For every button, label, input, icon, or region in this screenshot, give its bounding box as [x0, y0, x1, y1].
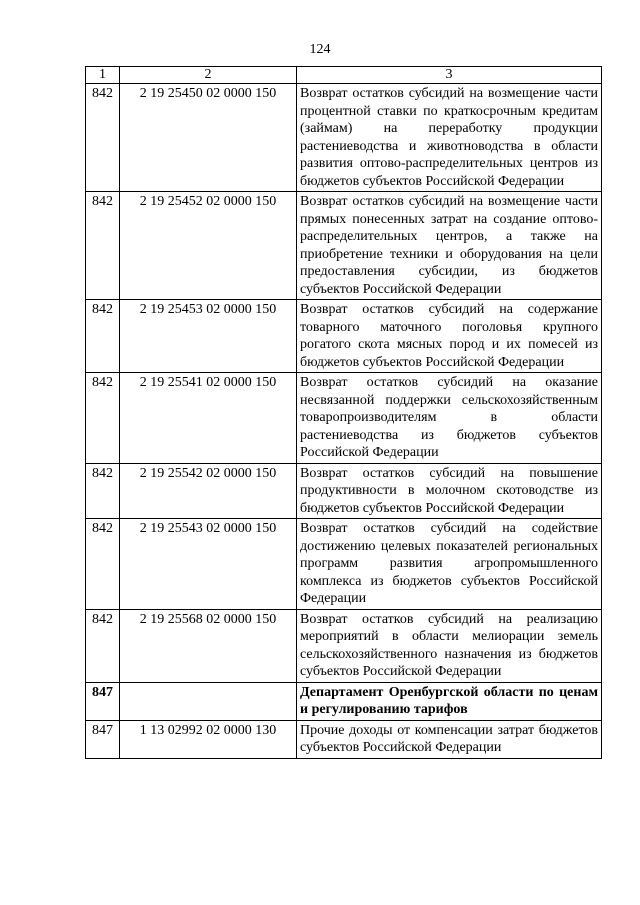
table-row	[86, 609, 602, 682]
admin-code-cell: 842	[86, 609, 120, 682]
revenue-name-cell: Возврат остатков субсидий на повышение продуктивности в молочном скотоводстве из бюджетов субъектов Российской Федерации	[297, 463, 602, 519]
revenue-name-cell: Возврат остатков субсидий на оказание несвязанной поддержки сельскохозяйственным товаропроизводителям в области растениеводства из бюджетов субъектов Российской Федерации	[297, 373, 602, 464]
admin-code-cell: 847	[86, 682, 120, 720]
revenue-code-cell: 1 13 02992 02 0000 130	[120, 720, 297, 758]
admin-code-cell: 847	[86, 720, 120, 758]
table-row	[86, 373, 602, 464]
revenue-name-cell: Прочие доходы от компенсации затрат бюджетов субъектов Российской Федерации	[297, 720, 602, 758]
column-header-2: 2	[120, 67, 297, 84]
page-number: 124	[309, 42, 331, 57]
table-row-department-heading	[86, 682, 602, 720]
table-row	[86, 720, 602, 758]
admin-code-cell: 842	[86, 192, 120, 300]
admin-code-cell: 842	[86, 463, 120, 519]
table-row	[86, 192, 602, 300]
table-row	[86, 84, 602, 192]
revenue-code-cell: 2 19 25450 02 0000 150	[120, 84, 297, 192]
revenue-code-cell: 2 19 25452 02 0000 150	[120, 192, 297, 300]
revenue-codes-table	[85, 66, 602, 759]
admin-code-cell: 842	[86, 519, 120, 610]
revenue-name-cell: Возврат остатков субсидий на реализацию мероприятий в области мелиорации земель сельскохозяйственного назначения из бюджетов субъектов Российской Федерации	[297, 609, 602, 682]
column-header-3: 3	[297, 67, 602, 84]
revenue-code-cell	[120, 682, 297, 720]
revenue-name-cell: Возврат остатков субсидий на содействие достижению целевых показателей региональных программ развития агропромышленного комплекса из бюджетов субъектов Российской Федерации	[297, 519, 602, 610]
admin-code-cell: 842	[86, 300, 120, 373]
department-name-cell: Департамент Оренбургской области по ценам и регулированию тарифов	[297, 682, 602, 720]
column-header-1: 1	[86, 67, 120, 84]
revenue-name-cell: Возврат остатков субсидий на содержание товарного маточного поголовья крупного рогатого скота мясных пород и их помесей из бюджетов субъектов Российской Федерации	[297, 300, 602, 373]
admin-code-cell: 842	[86, 84, 120, 192]
revenue-code-cell: 2 19 25568 02 0000 150	[120, 609, 297, 682]
revenue-code-cell: 2 19 25453 02 0000 150	[120, 300, 297, 373]
revenue-code-cell: 2 19 25541 02 0000 150	[120, 373, 297, 464]
revenue-name-cell: Возврат остатков субсидий на возмещение части процентной ставки по краткосрочным кредитам (займам) на переработку продукции растениеводства и животноводства в области развития оптово-распределительных центров из бюджетов субъектов Российской Федерации	[297, 84, 602, 192]
revenue-name-cell: Возврат остатков субсидий на возмещение части прямых понесенных затрат на создание оптово-распределительных центров, а также на приобретение техники и оборудования на цели предоставления субсидии, из бюджетов субъектов Российской Федерации	[297, 192, 602, 300]
admin-code-cell: 842	[86, 373, 120, 464]
table-row	[86, 463, 602, 519]
table-body	[86, 84, 602, 759]
table-row	[86, 519, 602, 610]
table-header-row	[86, 67, 602, 84]
table-row	[86, 300, 602, 373]
revenue-code-cell: 2 19 25543 02 0000 150	[120, 519, 297, 610]
revenue-code-cell: 2 19 25542 02 0000 150	[120, 463, 297, 519]
